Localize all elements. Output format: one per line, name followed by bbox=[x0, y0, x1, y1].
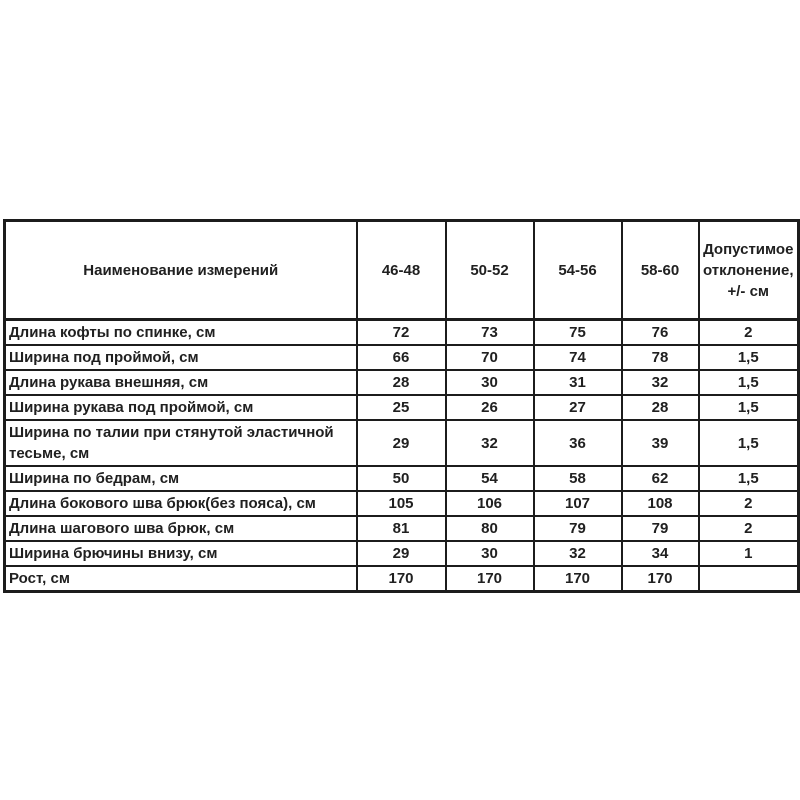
table-row bbox=[5, 541, 799, 566]
header-measurement-name: Наименование измерений bbox=[5, 221, 357, 320]
value-size-50-52: 73 bbox=[446, 320, 534, 346]
table-row bbox=[5, 320, 799, 346]
value-size-46-48: 72 bbox=[357, 320, 446, 346]
deviation-value: 2 bbox=[699, 491, 799, 516]
measurement-label: Длина кофты по спинке, см bbox=[5, 320, 357, 346]
value-size-54-56: 107 bbox=[534, 491, 622, 516]
deviation-value: 2 bbox=[699, 516, 799, 541]
header-allowed-deviation: Допустимое отклонение, +/- см bbox=[699, 221, 799, 320]
measurement-label: Ширина по бедрам, см bbox=[5, 466, 357, 491]
table-row bbox=[5, 466, 799, 491]
table-row bbox=[5, 516, 799, 541]
value-size-54-56: 79 bbox=[534, 516, 622, 541]
deviation-value: 1,5 bbox=[699, 466, 799, 491]
value-size-58-60: 170 bbox=[622, 566, 699, 592]
value-size-46-48: 170 bbox=[357, 566, 446, 592]
value-size-54-56: 32 bbox=[534, 541, 622, 566]
value-size-54-56: 36 bbox=[534, 420, 622, 466]
value-size-46-48: 81 bbox=[357, 516, 446, 541]
value-size-46-48: 29 bbox=[357, 541, 446, 566]
measurement-label: Длина шагового шва брюк, см bbox=[5, 516, 357, 541]
table-body bbox=[5, 320, 799, 592]
value-size-54-56: 74 bbox=[534, 345, 622, 370]
header-row bbox=[5, 221, 799, 320]
value-size-58-60: 108 bbox=[622, 491, 699, 516]
deviation-value: 1,5 bbox=[699, 420, 799, 466]
value-size-58-60: 32 bbox=[622, 370, 699, 395]
table-row bbox=[5, 395, 799, 420]
table-row bbox=[5, 370, 799, 395]
value-size-46-48: 29 bbox=[357, 420, 446, 466]
value-size-54-56: 31 bbox=[534, 370, 622, 395]
value-size-58-60: 76 bbox=[622, 320, 699, 346]
deviation-value: 2 bbox=[699, 320, 799, 346]
table-row bbox=[5, 566, 799, 592]
deviation-value: 1,5 bbox=[699, 370, 799, 395]
value-size-50-52: 32 bbox=[446, 420, 534, 466]
size-measurement-table bbox=[3, 219, 800, 593]
header-size-54-56: 54-56 bbox=[534, 221, 622, 320]
deviation-value bbox=[699, 566, 799, 592]
value-size-58-60: 62 bbox=[622, 466, 699, 491]
value-size-50-52: 106 bbox=[446, 491, 534, 516]
deviation-value: 1,5 bbox=[699, 395, 799, 420]
header-size-50-52: 50-52 bbox=[446, 221, 534, 320]
measurement-label: Ширина под проймой, см bbox=[5, 345, 357, 370]
measurement-label: Длина рукава внешняя, см bbox=[5, 370, 357, 395]
value-size-58-60: 28 bbox=[622, 395, 699, 420]
value-size-50-52: 70 bbox=[446, 345, 534, 370]
measurement-label: Ширина рукава под проймой, см bbox=[5, 395, 357, 420]
value-size-46-48: 25 bbox=[357, 395, 446, 420]
measurement-label: Длина бокового шва брюк(без пояса), см bbox=[5, 491, 357, 516]
value-size-46-48: 105 bbox=[357, 491, 446, 516]
value-size-58-60: 39 bbox=[622, 420, 699, 466]
value-size-46-48: 28 bbox=[357, 370, 446, 395]
value-size-54-56: 170 bbox=[534, 566, 622, 592]
measurement-label: Ширина брючины внизу, см bbox=[5, 541, 357, 566]
value-size-46-48: 50 bbox=[357, 466, 446, 491]
value-size-50-52: 170 bbox=[446, 566, 534, 592]
measurement-label: Ширина по талии при стянутой эластичной тесьме, см bbox=[5, 420, 357, 466]
value-size-46-48: 66 bbox=[357, 345, 446, 370]
measurement-label: Рост, см bbox=[5, 566, 357, 592]
value-size-58-60: 34 bbox=[622, 541, 699, 566]
header-size-58-60: 58-60 bbox=[622, 221, 699, 320]
table-row bbox=[5, 420, 799, 466]
value-size-50-52: 30 bbox=[446, 541, 534, 566]
table-row bbox=[5, 491, 799, 516]
value-size-54-56: 58 bbox=[534, 466, 622, 491]
value-size-50-52: 80 bbox=[446, 516, 534, 541]
value-size-50-52: 26 bbox=[446, 395, 534, 420]
deviation-value: 1,5 bbox=[699, 345, 799, 370]
deviation-value: 1 bbox=[699, 541, 799, 566]
table-row bbox=[5, 345, 799, 370]
value-size-54-56: 27 bbox=[534, 395, 622, 420]
value-size-58-60: 78 bbox=[622, 345, 699, 370]
value-size-58-60: 79 bbox=[622, 516, 699, 541]
value-size-50-52: 54 bbox=[446, 466, 534, 491]
header-size-46-48: 46-48 bbox=[357, 221, 446, 320]
value-size-54-56: 75 bbox=[534, 320, 622, 346]
value-size-50-52: 30 bbox=[446, 370, 534, 395]
